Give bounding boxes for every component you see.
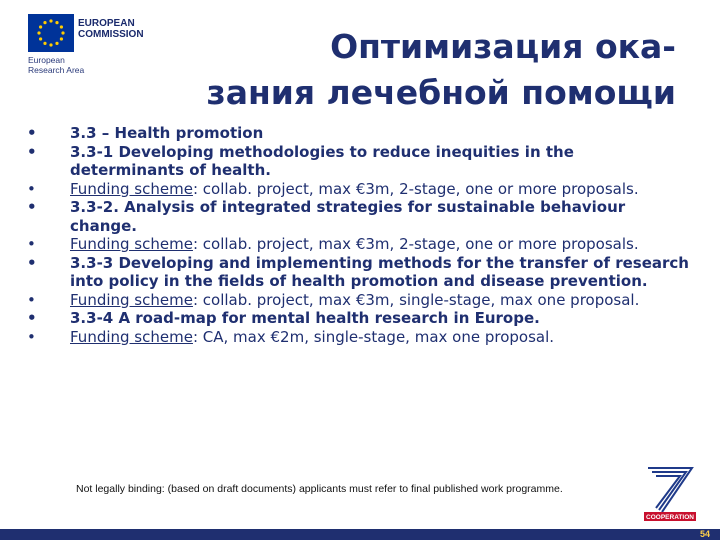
bullet-dot-icon: • xyxy=(27,290,36,309)
bullet-item xyxy=(22,235,692,254)
page-number: 54 xyxy=(699,529,710,539)
bullet-text: 3.3-2. Analysis of integrated strategies for sustainable behaviour change. xyxy=(70,198,626,235)
bullet-item xyxy=(22,198,692,235)
bullet-text: : collab. project, max €3m, 2-stage, one or more proposals. xyxy=(192,179,639,198)
bullet-text: 3.3-1 Developing methodologies to reduce inequities in the determinants of health. xyxy=(70,142,574,179)
logo-org-line2: COMMISSION xyxy=(78,29,144,40)
bullet-item xyxy=(22,309,692,328)
bullet-dot-icon: • xyxy=(27,253,37,272)
funding-scheme-label: Funding scheme xyxy=(70,179,193,198)
logo-org-line1: EUROPEAN xyxy=(78,18,135,29)
bullet-list xyxy=(22,124,692,346)
eu-flag-icon xyxy=(28,14,74,52)
bullet-item xyxy=(22,124,692,143)
page-footer-bar xyxy=(0,529,720,540)
fp7-cooperation-logo-icon xyxy=(640,462,700,522)
bullet-dot-icon: • xyxy=(27,124,37,142)
bullet-dot-icon: • xyxy=(27,179,36,198)
bullet-text: 3.3-3 Developing and implementing methods for the transfer of research into policy in the fields of health promotion and disease prevention. xyxy=(70,253,689,290)
bullet-text: : CA, max €2m, single-stage, max one proposal. xyxy=(192,327,555,346)
bullet-dot-icon: • xyxy=(27,198,37,216)
bullet-dot-icon: • xyxy=(27,235,36,253)
bullet-text: 3.3 – Health promotion xyxy=(70,124,264,142)
funding-scheme-label: Funding scheme xyxy=(70,290,193,309)
bullet-item xyxy=(22,291,692,310)
fp7-cooperation-label: COOPERATION xyxy=(646,514,694,522)
bullet-item xyxy=(22,254,692,291)
bullet-item xyxy=(22,328,692,347)
bullet-item xyxy=(22,143,692,180)
bullet-text: 3.3-4 A road-map for mental health research in Europe. xyxy=(70,309,540,327)
slide-title-line2: зания лечебной помощи xyxy=(206,73,676,112)
funding-scheme-label: Funding scheme xyxy=(70,327,193,346)
logo-sub-line2: Research Area xyxy=(28,64,85,75)
funding-scheme-label: Funding scheme xyxy=(70,235,193,253)
slide-title-line1: Оптимизация ока- xyxy=(330,27,676,66)
bullet-dot-icon: • xyxy=(27,327,36,346)
bullet-item xyxy=(22,180,692,199)
slide-title xyxy=(76,24,676,116)
bullet-dot-icon: • xyxy=(27,309,37,327)
disclaimer-footnote: Not legally binding: (based on draft documents) applicants must refer to final published work programme. xyxy=(76,483,563,495)
bullet-text: : collab. project, max €3m, single-stage, max one proposal. xyxy=(192,290,640,309)
bullet-dot-icon: • xyxy=(27,142,37,161)
logo-sub-line1: European xyxy=(28,55,65,65)
bullet-text: : collab. project, max €3m, 2-stage, one or more proposals. xyxy=(192,235,639,253)
